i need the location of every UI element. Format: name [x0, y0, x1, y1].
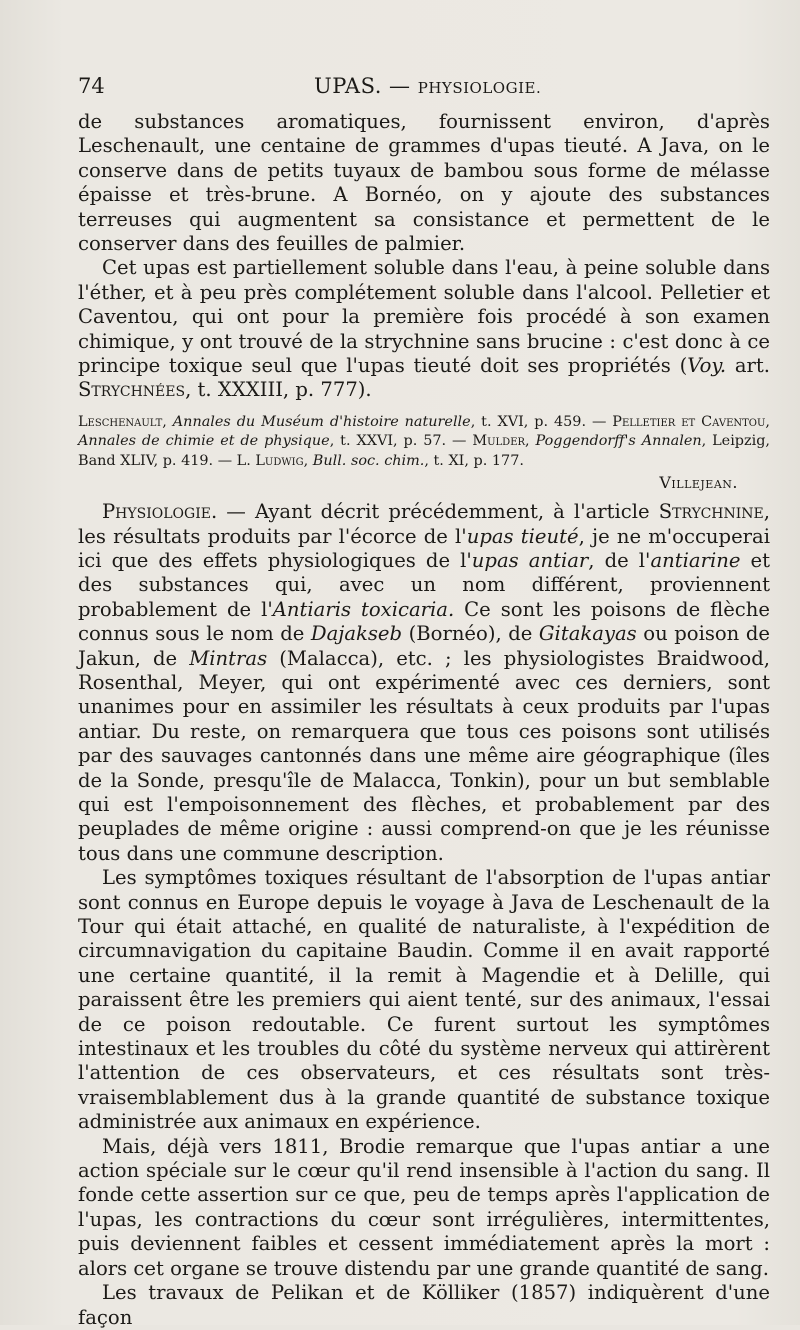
solubility-paragraph [78, 256, 770, 402]
strychnees-ref: Strychnées [78, 378, 186, 402]
symptoms-paragraph: Les symptômes toxiques résultant de l'absorption de l'upas antiar sont connus en Europe depuis le voyage à Java de Leschenault de la Tour qui était attaché, en qualité de naturaliste, à l'expédition de circumnavigation du capitaine Baudin. Comme il en avait rapporté une certaine quantité, il la remit à Magendie et à Delille, qui paraissent être les premiers qui aient tenté, sur des animaux, l'essai de ce poison redoutable. Ce furent surtout les symptômes intestinaux et les troubles du côté du système nerveux qui attirèrent l'attention de ces observateurs, et ces résultats sont très-vraisemblablement dus à la grande quantité de substance toxique administrée aux animaux en expérience. [78, 866, 770, 1134]
solubility-text-1: Cet upas est partiellement soluble dans l'eau, à peine soluble dans l'éther, et à peu près complétement soluble dans l'alcool. Pelletier et Caventou, qui ont pour la première fois procédé à son examen chimique, y ont trouvé de la strychnine sans brucine : c'est donc à ce principe toxique seul que l'upas tieuté doit ses propriétés ( [78, 256, 770, 378]
physiology-text-3: , je ne m'occuperai ici que des effets physiologiques de l' [78, 524, 770, 572]
term-dajakseb: Dajakseb [310, 622, 403, 646]
term-gitakayas: Gitakayas [538, 622, 637, 646]
ref-author-mulder: Mulder [472, 433, 526, 450]
term-upas-antiar: upas antiar [471, 548, 589, 572]
voy-ref: Voy. [687, 354, 727, 378]
physiology-text-2: , les résultats produits par l'écorce de l' [78, 500, 770, 548]
last-paragraph: Les travaux de Pelikan et de Kölliker (1857) indiquèrent d'une façon [78, 1281, 770, 1329]
ref-author-ludwig: Ludwig [255, 452, 304, 469]
running-title-sub: PHYSIOLOGIE. [417, 79, 542, 97]
page-header [78, 72, 770, 108]
ref-detail-3: , Leipzig, Band XLIV, p. 419. — L. [78, 433, 770, 469]
page-number: 74 [78, 74, 105, 98]
ref-sep-4: , [303, 452, 313, 469]
ref-sep-2: , [765, 413, 770, 430]
solubility-text-3: , t. XXXIII, p. 777). [185, 378, 372, 402]
term-antiarine: antiarine [650, 548, 741, 572]
physiology-text-7: (Bornéo), de [402, 622, 539, 646]
ref-author-pelletier: Pelletier et Caventou [612, 413, 766, 430]
physiology-text-8: ou poison de Jakun, de [78, 622, 770, 670]
physiology-paragraph [78, 500, 770, 866]
ref-title-annales-chimie: Annales de chimie et de physique [78, 433, 330, 450]
term-antiaris: Antiaris toxicaria. [272, 597, 455, 621]
brodie-paragraph: Mais, déjà vers 1811, Brodie remarque que l'upas antiar a une action spéciale sur le cœur qu'il rend insensible à l'action du sang. Il fonde cette assertion sur ce que, peu de temps après l'application de l'upas, les contractions du cœur sont irrégulières, intermittentes, puis deviennent faibles et cessent immédiatement après la mort : alors cet organe se trouve distendu par une grande quantité de sang. [78, 1134, 770, 1280]
ref-title-bull-soc-chim: Bull. soc. chim. [312, 452, 425, 469]
running-title-main: UPAS. — [314, 74, 411, 98]
physiology-text-6: Ce sont les poisons de flèche connus sous le nom de [78, 597, 770, 646]
term-upas-tieute: upas tieuté [466, 524, 579, 548]
ref-detail-1: , t. XVI, p. 459. — [470, 413, 613, 430]
ref-detail-2: , t. XXVI, p. 57. — [329, 433, 473, 450]
solubility-text-2: art. [726, 354, 770, 378]
ref-title-poggendorff: Poggendorff's Annalen [535, 433, 702, 450]
bibliography: Leschenault, Annales du Muséum d'histoire naturelle, t. XVI, p. 459. — Pelletier et Caventou, Annales de chimie et de physique, t. XXVI, p. 57. — Mulder, Poggendorff's Annalen, Leipzig, Band XLIV, p. 419. — L. Ludwig, Bull. soc. chim., t. XI, p. 177. [78, 413, 770, 469]
ref-title-annales-museum: Annales du Muséum d'histoire naturelle [172, 413, 471, 430]
physiology-text-5: et des substances qui, avec un nom différent, proviennent probablement de l' [78, 548, 770, 621]
term-mintras: Mintras [189, 646, 268, 670]
section-label-physiologie: Physiologie. [102, 500, 218, 524]
ref-sep-3: , [525, 433, 536, 450]
strychnine-ref: Strychnine [658, 500, 764, 524]
physiology-text-1: — Ayant décrit précédemment, à l'article [217, 500, 659, 524]
ref-author-leschenault: Leschenault [78, 413, 163, 430]
physiology-text-9: (Malacca), etc. ; les physiologistes Braidwood, Rosenthal, Meyer, qui ont expérimenté avec ces derniers, sont unanimes pour en assimiler les résultats à ceux produits par l'upas antiar. Du reste, on remarquera que tous ces poisons sont utilisés par des sauvages cantonnés dans une même aire géographique (îles de la Sonde, presqu'île de Malacca, Tonkin), pour un but semblable qui est l'empoisonnement des flèches, et probablement par des peuplades de même origine : aussi comprend-on que je les réunisse tous dans une commune description. [78, 646, 770, 865]
intro-paragraph: de substances aromatiques, fournissent environ, d'après Leschenault, une centaine de grammes d'upas tieuté. A Java, on le conserve dans de petits tuyaux de bambou sous forme de mélasse épaisse et très-brune. A Bornéo, on y ajoute des substances terreuses qui augmentent sa consistance et permettent de le conserver dans des feuilles de palmier. [78, 110, 770, 256]
signature: Villejean. [659, 473, 738, 493]
physiology-text-4: , de l' [588, 548, 651, 572]
ref-detail-4: , t. XI, p. 177. [424, 452, 524, 469]
running-title [314, 74, 541, 98]
